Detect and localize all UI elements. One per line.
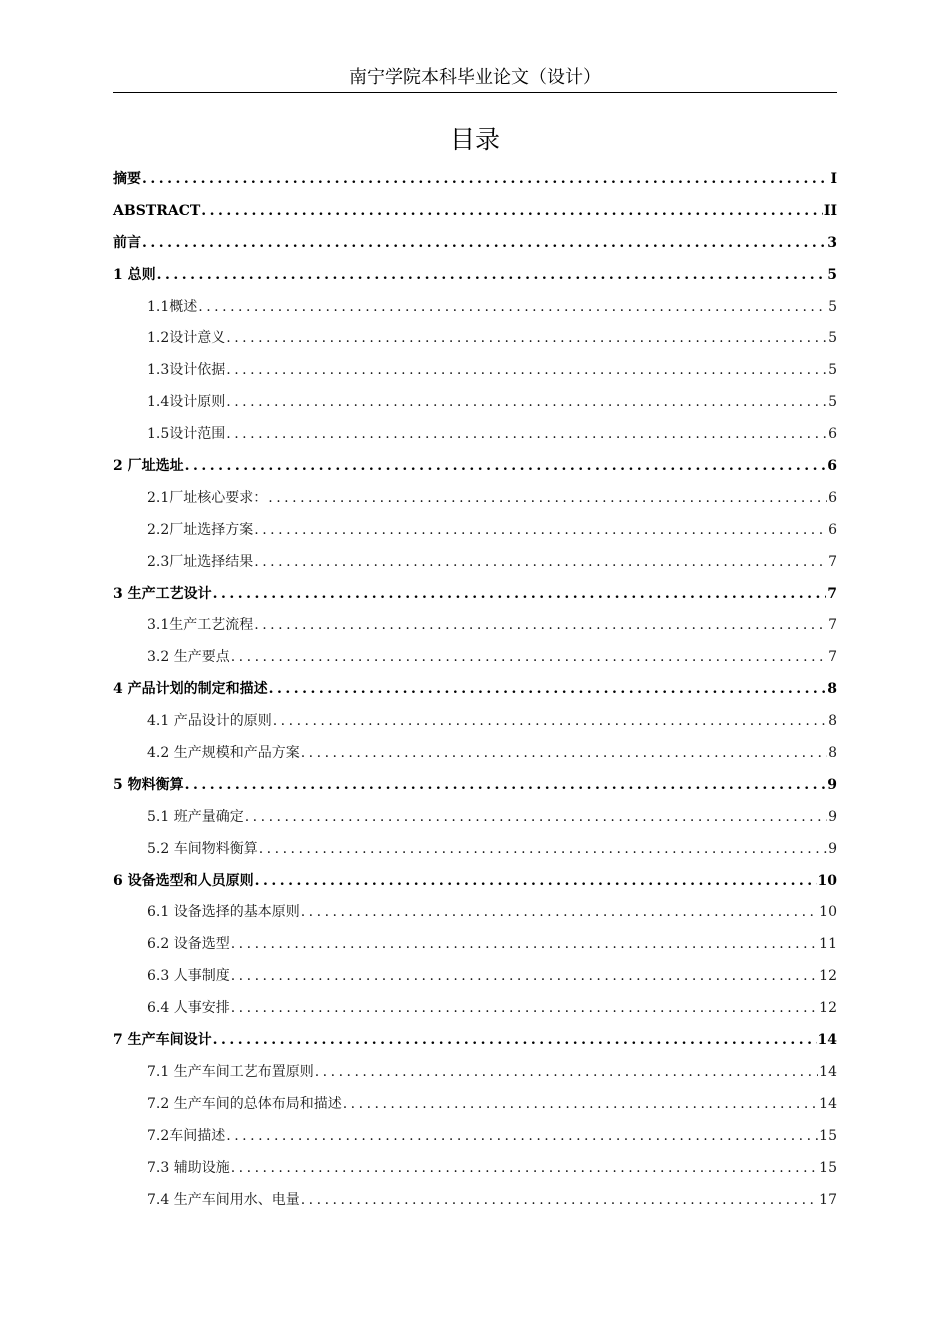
toc-entry[interactable] [113,196,837,228]
toc-entry-title: 6.4 人事安排 [147,1000,230,1017]
toc-dot-leader [343,1089,818,1121]
toc-entry-page-number: 8 [828,745,837,762]
toc-entry-title: 7.1 生产车间工艺布置原则 [147,1063,314,1080]
toc-dot-leader [255,866,817,898]
toc-entry[interactable] [113,547,837,579]
toc-entry[interactable] [113,802,837,834]
toc-dot-leader [198,292,827,324]
toc-entry-page-number: II [823,202,837,219]
toc-dot-leader [273,706,827,738]
toc-dot-leader [301,1185,818,1217]
toc-entry-page-number: I [830,171,837,187]
toc-entry-title: 7.3 辅助设施 [147,1159,230,1176]
toc-dot-leader [226,419,827,451]
toc-entry-title: 1.1概述 [147,298,198,315]
toc-entry[interactable] [113,579,837,611]
toc-dot-leader [259,834,827,866]
toc-entry-page-number: 12 [819,968,837,985]
toc-entry[interactable] [113,961,837,993]
toc-entry-page-number: 14 [817,1032,837,1049]
toc-entry[interactable] [113,1089,837,1121]
toc-dot-leader [315,1057,818,1089]
toc-entry-title: 1.2设计意义 [147,330,226,347]
toc-entry-page-number: 17 [819,1191,837,1208]
toc-entry-page-number: 10 [819,904,837,921]
toc-entry-page-number: 5 [828,362,837,379]
toc-entry-title: 7.2 生产车间的总体布局和描述 [147,1095,342,1112]
toc-entry-title: 1.5设计范围 [147,426,226,443]
toc-entry[interactable] [113,770,837,802]
toc-entry-title: 3.1生产工艺流程 [147,617,254,634]
toc-entry-title: 2.2厂址选择方案 [147,521,254,538]
toc-entry[interactable] [113,738,837,770]
toc-dot-leader [142,228,826,260]
toc-entry[interactable] [113,1057,837,1089]
toc-dot-leader [254,515,827,547]
toc-dot-leader [231,993,818,1025]
toc-entry[interactable] [113,515,837,547]
toc-entry-title: 7.4 生产车间用水、电量 [147,1191,300,1208]
toc-entry-title: 6.1 设备选择的基本原则 [147,904,300,921]
page-header: 南宁学院本科毕业论文（设计） [113,64,837,93]
toc-entry-title: 6.2 设备选型 [147,936,230,953]
toc-entry-title: 5 物料衡算 [113,776,184,793]
toc-entry-page-number: 3 [827,234,837,251]
toc-entry-page-number: 9 [828,840,837,857]
toc-dot-leader [231,1153,818,1185]
toc-entry-title: 6.3 人事制度 [147,968,230,985]
toc-entry-title: 摘要 [113,171,141,187]
toc-entry-title: 5.2 车间物料衡算 [147,840,258,857]
toc-entry[interactable] [113,642,837,674]
toc-dot-leader [226,323,827,355]
toc-entry-page-number: 9 [828,808,837,825]
toc-entry-page-number: 6 [828,489,837,506]
toc-entry-page-number: 5 [828,394,837,411]
toc-entry-title: 2.3厂址选择结果 [147,553,254,570]
toc-entry[interactable] [113,674,837,706]
toc-entry-title: 6 设备选型和人员原则 [113,872,254,889]
toc-dot-leader [226,1121,818,1153]
toc-entry-title: 3.2 生产要点 [147,649,230,666]
toc-dot-leader [226,387,827,419]
toc-dot-leader [245,802,827,834]
toc-entry-title: 5.1 班产量确定 [147,808,244,825]
toc-entry-title: 1 总则 [113,266,156,283]
toc-entry[interactable] [113,897,837,929]
page-title: 目录 [449,125,500,154]
toc-entry-page-number: 7 [828,617,837,634]
toc-entry-page-number: 6 [828,521,837,538]
toc-entry-page-number: 11 [819,936,837,953]
toc-dot-leader [301,897,818,929]
toc-dot-leader [213,579,827,611]
toc-entry-page-number: 5 [828,298,837,315]
toc-entry-page-number: 8 [827,681,837,698]
table-of-contents [113,164,837,1216]
toc-dot-leader [142,164,829,196]
toc-entry[interactable] [113,1025,837,1057]
toc-entry[interactable] [113,1153,837,1185]
toc-entry[interactable] [113,260,837,292]
toc-dot-leader [201,196,823,228]
toc-entry-title: 3 生产工艺设计 [113,585,212,602]
toc-entry[interactable] [113,866,837,898]
toc-entry-title: 4.1 产品设计的原则 [147,713,272,730]
toc-entry-page-number: 6 [827,458,837,475]
toc-entry[interactable] [113,834,837,866]
toc-dot-leader [185,451,827,483]
toc-entry-title: 前言 [113,234,141,251]
toc-entry-page-number: 5 [827,266,837,283]
toc-entry-title: ABSTRACT [113,202,201,219]
toc-entry[interactable] [113,483,837,515]
toc-entry-title: 1.3设计依据 [147,362,226,379]
toc-entry-title: 7 生产车间设计 [113,1032,212,1049]
toc-entry-page-number: 6 [828,426,837,443]
toc-entry-page-number: 8 [828,713,837,730]
toc-entry[interactable] [113,292,837,324]
toc-entry-page-number: 14 [819,1095,837,1112]
toc-entry-page-number: 14 [819,1063,837,1080]
toc-entry-title: 1.4设计原则 [147,394,226,411]
toc-entry-title: 4.2 生产规模和产品方案 [147,745,300,762]
toc-entry[interactable] [113,451,837,483]
toc-dot-leader [157,260,827,292]
toc-dot-leader [269,674,827,706]
toc-entry[interactable] [113,387,837,419]
toc-entry-page-number: 7 [827,585,837,602]
toc-dot-leader [268,483,827,515]
toc-entry-title: 2.1厂址核心要求： [147,489,268,506]
toc-dot-leader [254,610,827,642]
toc-dot-leader [213,1025,817,1057]
toc-entry-page-number: 7 [828,649,837,666]
toc-entry[interactable] [113,419,837,451]
toc-entry-page-number: 15 [819,1127,837,1144]
toc-entry[interactable] [113,355,837,387]
toc-entry-title: 4 产品计划的制定和描述 [113,681,268,698]
toc-entry[interactable] [113,993,837,1025]
toc-entry[interactable] [113,228,837,260]
toc-entry-title: 7.2车间描述 [147,1127,226,1144]
toc-entry-page-number: 10 [817,872,837,889]
toc-entry-title: 2 厂址选址 [113,458,184,475]
toc-entry-page-number: 7 [828,553,837,570]
toc-entry-page-number: 15 [819,1159,837,1176]
toc-entry[interactable] [113,323,837,355]
toc-entry[interactable] [113,1185,837,1217]
toc-dot-leader [185,770,827,802]
toc-entry[interactable] [113,610,837,642]
toc-dot-leader [254,547,827,579]
toc-entry-page-number: 5 [828,330,837,347]
toc-entry[interactable] [113,929,837,961]
toc-dot-leader [226,355,827,387]
toc-dot-leader [231,642,827,674]
toc-entry-page-number: 12 [819,1000,837,1017]
toc-entry[interactable] [113,1121,837,1153]
toc-dot-leader [231,929,818,961]
toc-entry[interactable] [113,164,837,196]
toc-entry[interactable] [113,706,837,738]
toc-dot-leader [301,738,827,770]
toc-dot-leader [231,961,818,993]
toc-entry-page-number: 9 [827,776,837,793]
